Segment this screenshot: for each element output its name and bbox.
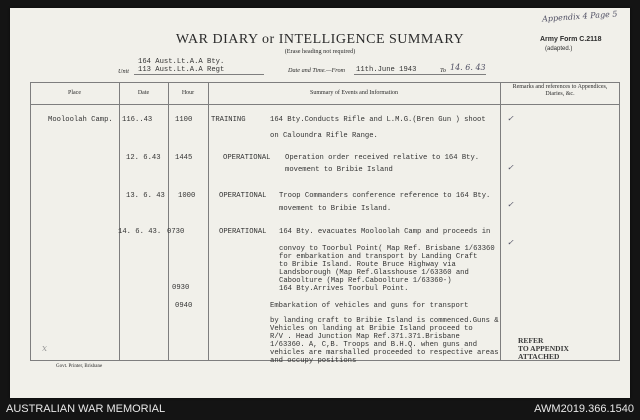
entry-3-hour: 1000	[178, 192, 196, 200]
printer-note: Govt. Printer, Brisbane	[56, 364, 103, 369]
date-to-label: To	[440, 67, 446, 74]
entry-4-hour: 0730	[167, 228, 185, 236]
entry-1-category: TRAINING	[211, 116, 246, 124]
date-underline	[354, 74, 486, 75]
date-from-label: Date and Time.—From	[288, 67, 346, 74]
document-subtitle: (Erase heading not required)	[284, 48, 356, 55]
entry-4-date: 14. 6. 43.	[118, 228, 162, 236]
unit-value-line-1: 164 Aust.Lt.A.A Bty.	[138, 58, 225, 66]
entry-1-date: 116..43	[122, 116, 153, 124]
entry-4-text: 164 Bty. evacuates Mooloolah Camp and proceeds in	[279, 228, 491, 236]
embarkation-hour: 0940	[175, 302, 193, 310]
unit-label: Unit	[118, 68, 130, 75]
column-header-remarks: Remarks and references to Appendices, Diaries, &c.	[512, 84, 608, 97]
stamp-line-1: REFER	[518, 336, 544, 345]
date-hour-rule	[168, 82, 169, 360]
entry-2-text: Operation order received relative to 164 Bty.	[285, 154, 480, 162]
war-diary-page	[10, 8, 630, 398]
footer-bar	[0, 398, 640, 420]
entry-3-category: OPERATIONAL	[219, 192, 267, 200]
document-title: WAR DIARY or INTELLIGENCE SUMMARY	[175, 32, 465, 47]
table-left-rule	[30, 82, 31, 360]
footer-accession-number: AWM2019.366.1540	[534, 403, 634, 415]
convoy-line-4: Landsborough (Map Ref.Glasshouse 1/63360 and	[279, 269, 469, 277]
entry-3-check-mark: ✓	[507, 200, 514, 209]
column-header-hour: Hour	[181, 90, 195, 96]
convoy-line-2: for embarkation and transport by Landing Craft	[279, 253, 478, 261]
date-to-value: 14. 6. 43	[450, 63, 486, 72]
entry-1-text-line-2: on Caloundra Rifle Range.	[270, 132, 378, 140]
embark-line-7: and occupy positions	[270, 357, 357, 365]
place-date-rule	[119, 82, 120, 360]
entry-2-date: 12. 6.43	[126, 154, 161, 162]
embark-line-6: vehicles are marshalled proceeded to respective areas	[270, 349, 499, 357]
column-header-place: Place	[68, 90, 81, 96]
embark-line-1: Embarkation of vehicles and guns for transport	[270, 302, 469, 310]
entry-4-category: OPERATIONAL	[219, 228, 267, 236]
embark-line-5: 1/63360. A, C,B. Troops and B.H.Q. when guns and	[270, 341, 478, 349]
embark-line-4: R/V . Head Junction Map Ref.371.371.Brisbane	[270, 333, 460, 341]
entry-3-text-line-2: movement to Bribie Island.	[279, 205, 392, 213]
entry-4-check-mark: ✓	[507, 238, 514, 247]
summary-remarks-rule	[500, 82, 501, 360]
entry-3-text: Troop Commanders conference reference to 164 Bty.	[279, 192, 491, 200]
table-right-rule	[619, 82, 620, 360]
entry-2-category: OPERATIONAL	[223, 154, 271, 162]
entry-3-date: 13. 6. 43	[126, 192, 165, 200]
margin-mark: x	[42, 344, 48, 354]
convoy-line-5: Caboolture (Map Ref.Caboolture 1/63360-)	[279, 277, 452, 285]
entry-1-place: Mooloolah Camp.	[48, 116, 113, 124]
embark-line-2: by landing craft to Bribie Island is commenced.Guns &	[270, 317, 499, 325]
column-header-date: Date	[137, 90, 150, 96]
refer-to-appendix-stamp	[518, 337, 569, 361]
convoy-arrival-hour: 0930	[172, 284, 190, 292]
convoy-line-1: convoy to Toorbul Point( Map Ref. Brisbane 1/63360	[279, 245, 495, 253]
entry-2-check-mark: ✓	[507, 163, 514, 172]
form-adapted-note: (adapted.)	[545, 46, 573, 52]
entry-1-hour: 1100	[175, 116, 193, 124]
convoy-line-6: 164 Bty.Arrives Toorbul Point.	[279, 285, 409, 293]
column-header-summary: Summary of Events and Information	[310, 90, 398, 96]
handwritten-appendix-note: Appendix 4 Page 5	[541, 9, 618, 24]
form-number: Army Form C.2118	[540, 36, 602, 43]
unit-underline	[134, 74, 264, 75]
entry-1-check-mark: ✓	[507, 114, 514, 123]
entry-2-hour: 1445	[175, 154, 193, 162]
stamp-line-2: TO APPENDIX	[518, 344, 569, 353]
entry-2-text-line-2: movement to Bribie Island	[285, 166, 393, 174]
convoy-line-3: to Bribie Island. Route Bruce Highway via	[279, 261, 456, 269]
stamp-line-3: ATTACHED	[518, 352, 560, 361]
entry-1-text: 164 Bty.Conducts Rifle and L.M.G.(Bren Gun ) shoot	[270, 116, 486, 124]
footer-institution: AUSTRALIAN WAR MEMORIAL	[6, 403, 166, 415]
embark-line-3: Vehicles on landing at Bribie Island proceed to	[270, 325, 473, 333]
hour-summary-rule	[208, 82, 209, 360]
unit-value-line-2: 113 Aust.Lt.A.A Regt	[138, 66, 225, 74]
date-from-value: 11th.June 1943	[356, 66, 417, 74]
